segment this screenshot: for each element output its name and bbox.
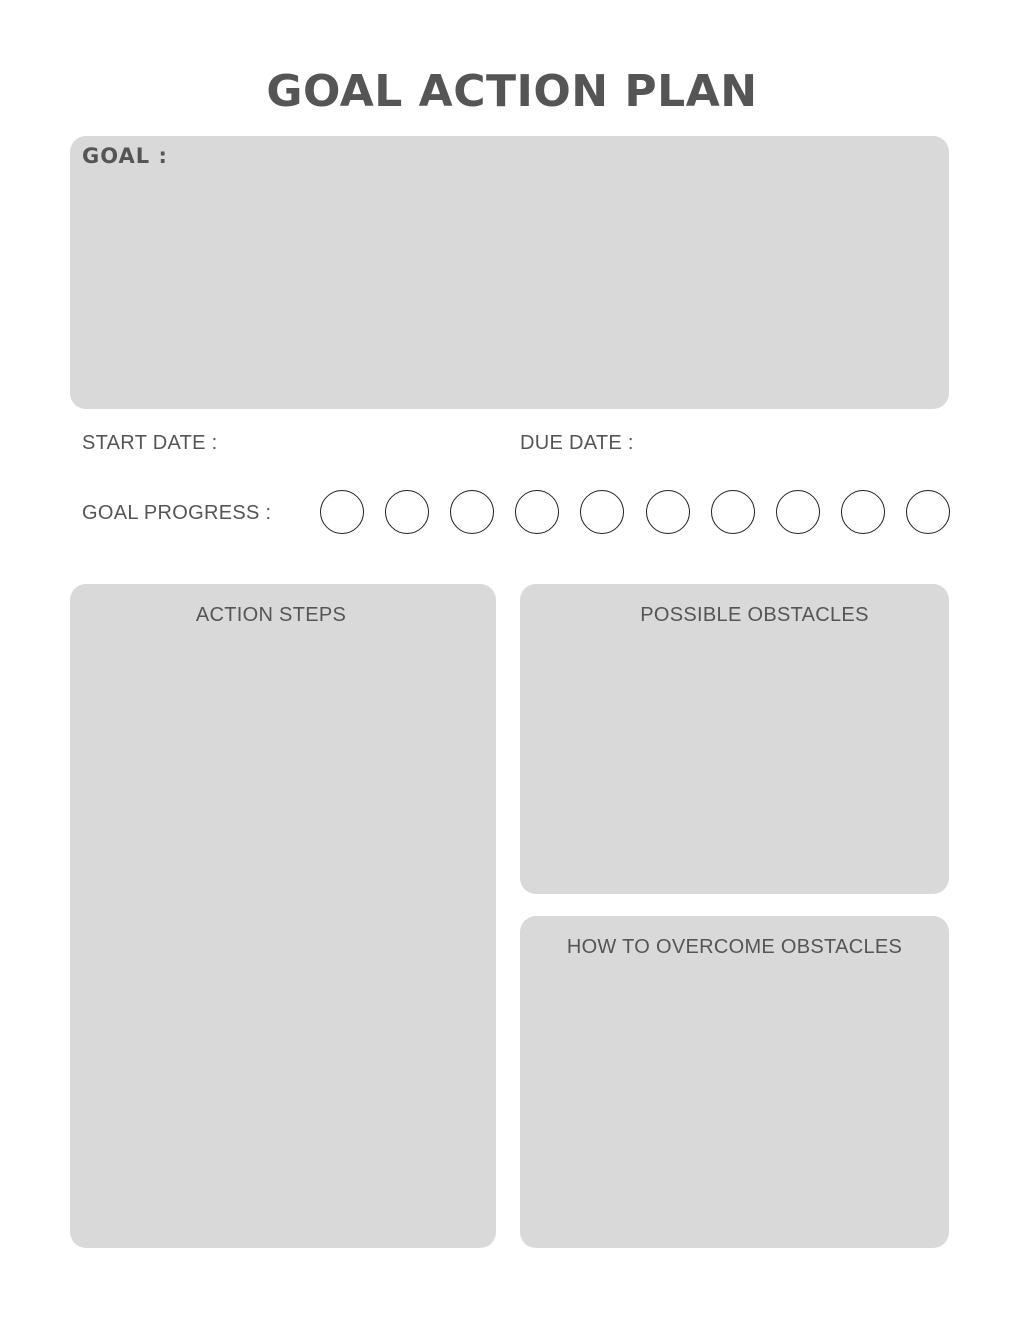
progress-circle[interactable] (776, 490, 820, 534)
progress-circle[interactable] (841, 490, 885, 534)
progress-circle[interactable] (515, 490, 559, 534)
progress-circle[interactable] (450, 490, 494, 534)
possible-obstacles-heading: POSSIBLE OBSTACLES (640, 604, 869, 626)
progress-circle[interactable] (320, 490, 364, 534)
goal-label: GOAL : (82, 144, 168, 168)
progress-circle[interactable] (711, 490, 755, 534)
progress-circle[interactable] (646, 490, 690, 534)
action-steps-heading: ACTION STEPS (195, 604, 347, 626)
overcome-obstacles-box[interactable] (520, 916, 949, 1248)
goal-progress-tracker (320, 490, 950, 538)
goal-box[interactable] (70, 136, 949, 409)
progress-circle[interactable] (580, 490, 624, 534)
goal-progress-label: GOAL PROGRESS : (82, 502, 272, 524)
start-date-label: START DATE : (82, 432, 218, 454)
possible-obstacles-box[interactable] (520, 584, 949, 894)
progress-circle[interactable] (385, 490, 429, 534)
progress-circle[interactable] (906, 490, 950, 534)
page-title: GOAL ACTION PLAN (266, 66, 758, 117)
due-date-label: DUE DATE : (520, 432, 634, 454)
action-steps-box[interactable] (70, 584, 496, 1248)
overcome-obstacles-heading: HOW TO OVERCOME OBSTACLES (566, 936, 903, 958)
